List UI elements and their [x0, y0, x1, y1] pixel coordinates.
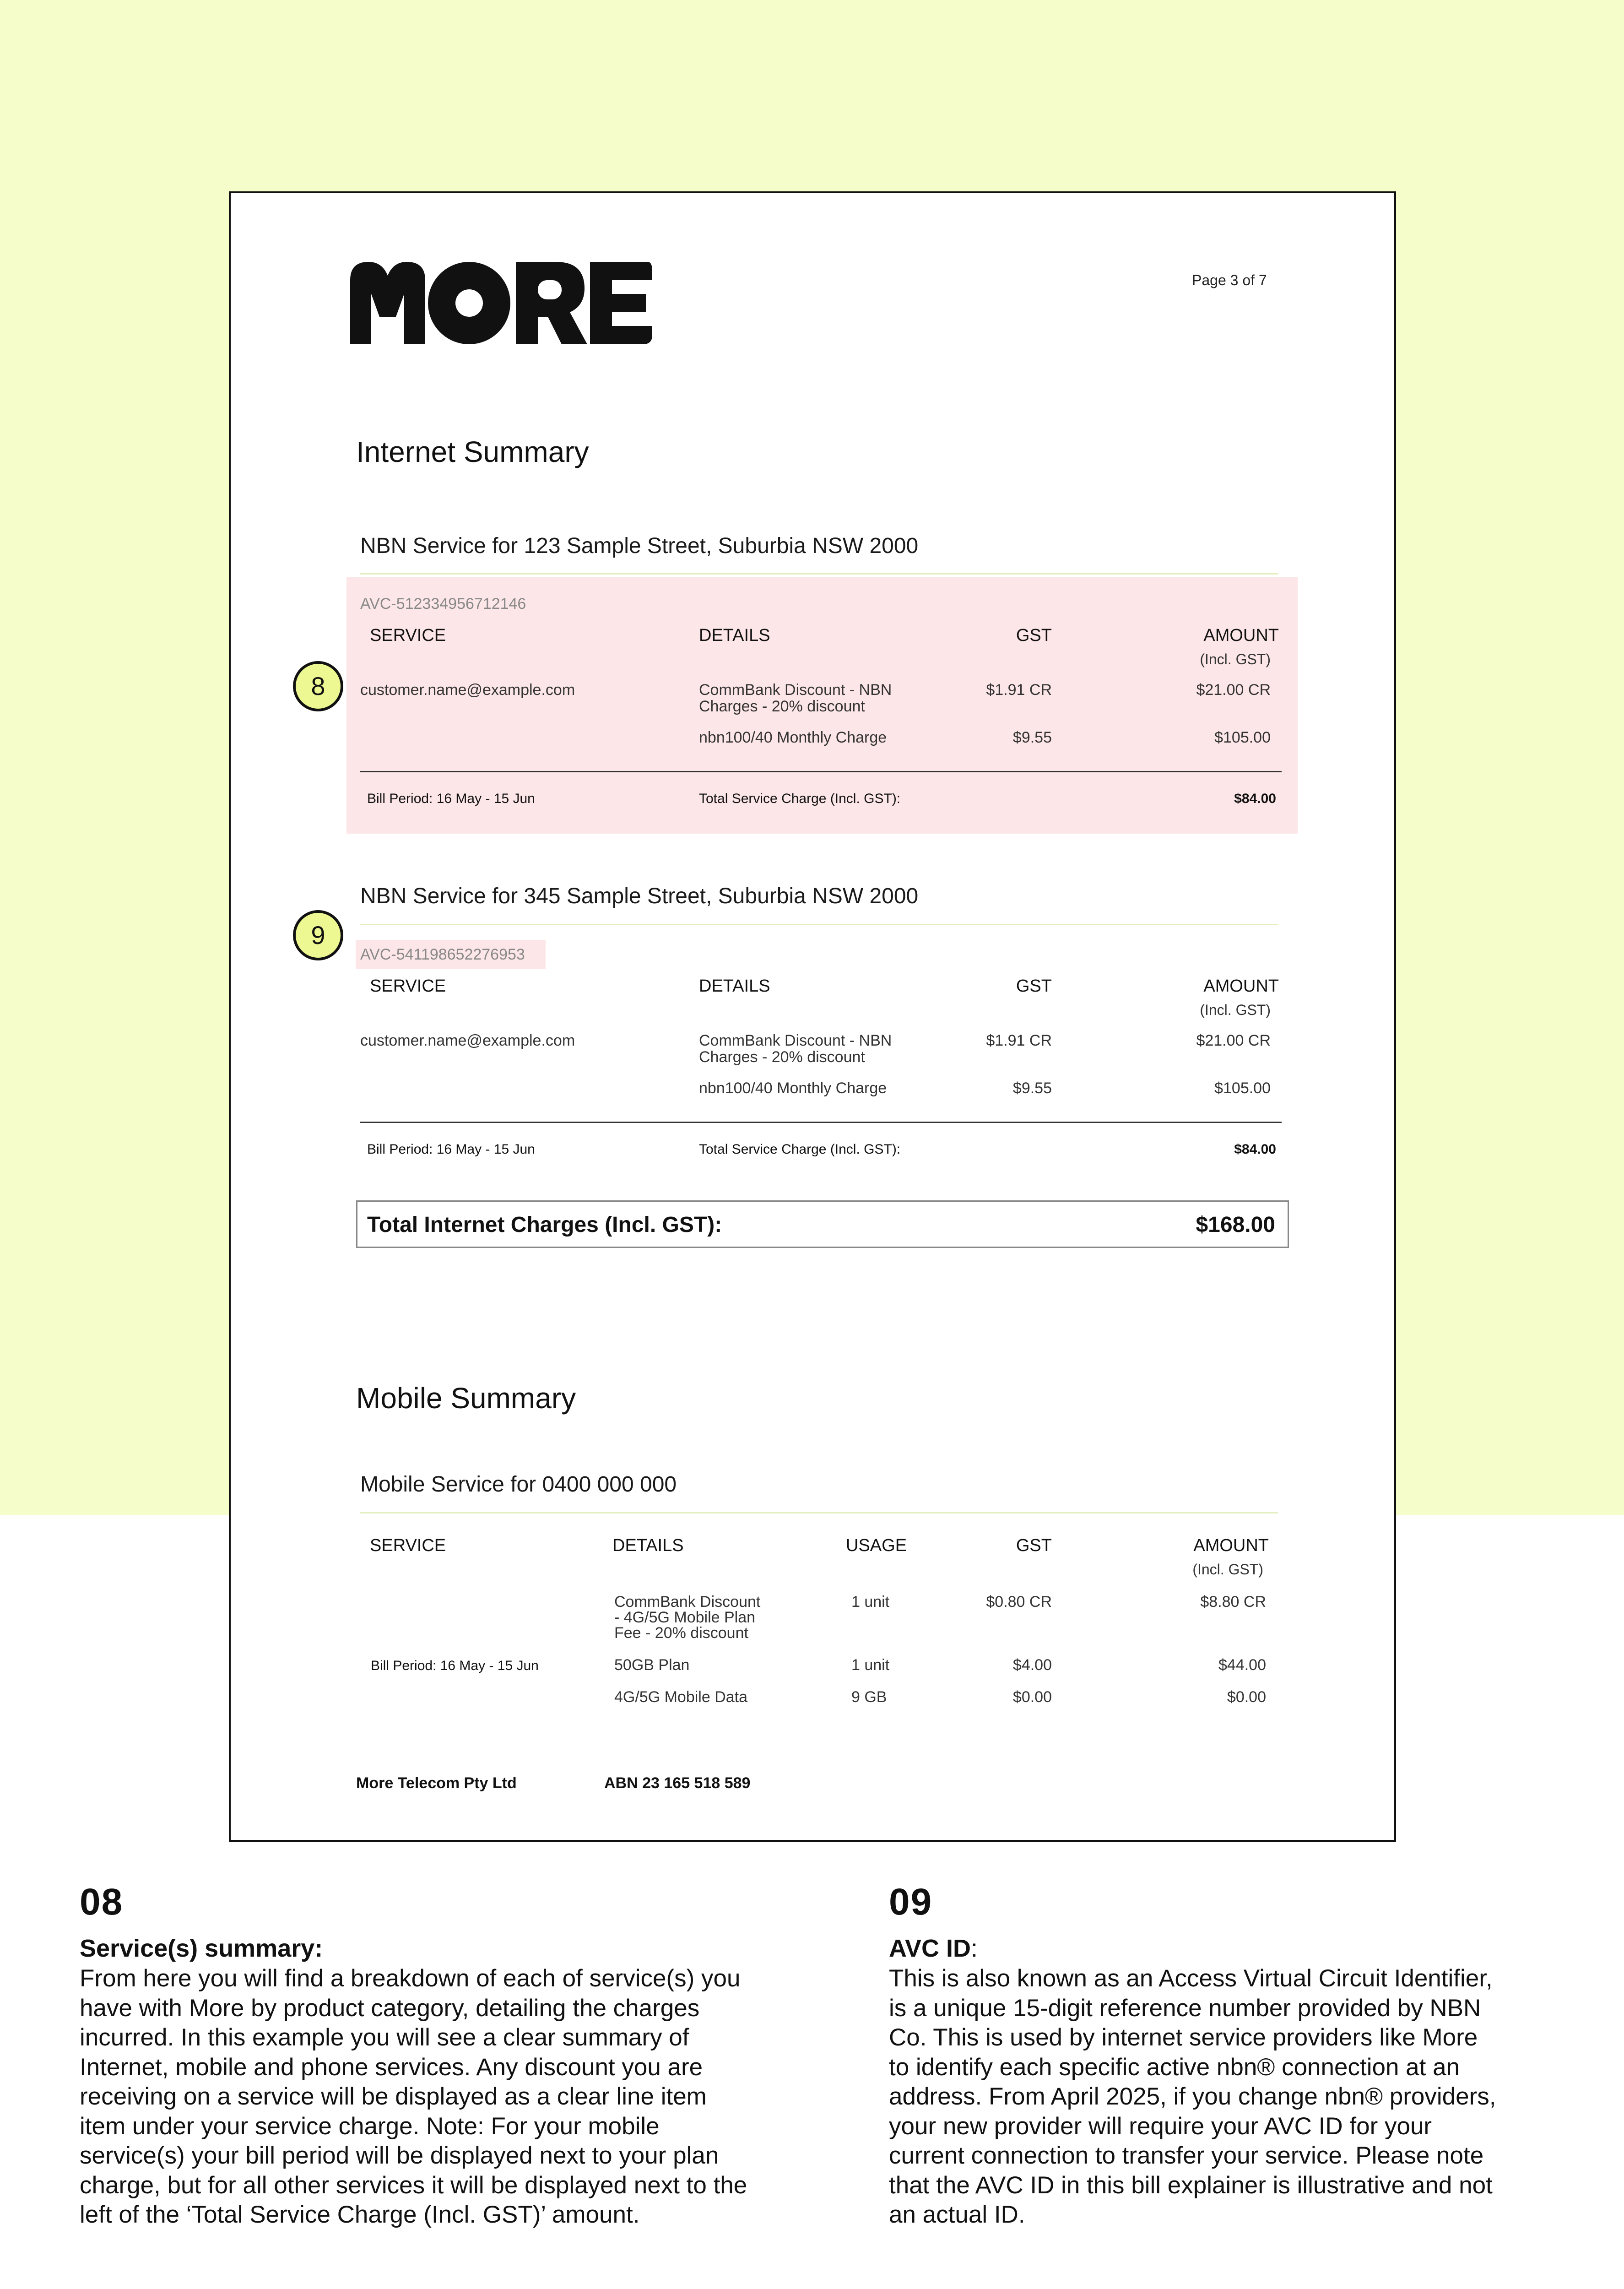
divider: [360, 573, 1278, 575]
row-gst: $4.00: [1012, 1656, 1052, 1674]
internet-summary-title: Internet Summary: [356, 435, 589, 468]
row-details: nbn100/40 Monthly Charge: [699, 1079, 887, 1097]
divider: [360, 771, 1282, 772]
row-details: CommBank Discount - NBN: [699, 681, 892, 699]
total-service-charge: $84.00: [1234, 1142, 1276, 1157]
nbn-service-1-heading: NBN Service for 123 Sample Street, Suburbia NSW 2000: [360, 534, 919, 558]
nbn-service-2-heading: NBN Service for 345 Sample Street, Suburbia NSW 2000: [360, 884, 919, 908]
total-service-charge: $84.00: [1234, 791, 1276, 806]
row-gst: $9.55: [1012, 1079, 1052, 1097]
col-details: DETAILS: [699, 976, 770, 996]
total-service-charge-label: Total Service Charge (Incl. GST):: [699, 1142, 901, 1157]
row-usage: 1 unit: [851, 1593, 890, 1611]
explainer-title: Service(s) summary:: [80, 1935, 323, 1962]
row-usage: 9 GB: [851, 1688, 887, 1706]
row-details: 50GB Plan: [614, 1656, 690, 1674]
total-internet-charges-value: $168.00: [1196, 1213, 1275, 1237]
col-service: SERVICE: [370, 1536, 446, 1555]
callout-9: 9: [293, 910, 343, 960]
row-amount: $21.00 CR: [1196, 681, 1271, 699]
total-internet-charges-label: Total Internet Charges (Incl. GST):: [367, 1213, 722, 1237]
row-amount: $105.00: [1214, 729, 1271, 746]
row-gst: $0.80 CR: [986, 1593, 1052, 1611]
row-gst: $1.91 CR: [986, 681, 1052, 699]
explainer-body: This is also known as an Access Virtual Circuit Identifier, is a unique 15-digit reference number provided by NBN Co. This is used by internet service providers like More to identify each specific active nbn® connection at an address. From April 2025, if you change nbn® providers, your new provider will require your AVC ID for your current connection to transfer your service. Please note that the AVC ID in this bill explainer is illustrative and not an actual ID.: [889, 1965, 1496, 2228]
row-details: CommBank Discount - NBN: [699, 1032, 892, 1049]
row-details-cont: Fee - 20% discount: [614, 1624, 748, 1642]
row-gst: $9.55: [1012, 729, 1052, 746]
row-amount: $8.80 CR: [1200, 1593, 1266, 1611]
avc-id-2: AVC-541198652276953: [360, 946, 525, 963]
col-gst: GST: [1016, 976, 1052, 996]
callout-8: 8: [293, 661, 343, 711]
divider: [360, 1512, 1278, 1513]
total-service-charge-label: Total Service Charge (Incl. GST):: [699, 791, 901, 806]
row-details: nbn100/40 Monthly Charge: [699, 729, 887, 746]
service-account: customer.name@example.com: [360, 681, 575, 699]
row-details: 4G/5G Mobile Data: [614, 1688, 748, 1706]
page-number: Page 3 of 7: [1192, 272, 1267, 288]
divider: [360, 924, 1278, 925]
explainer-body: From here you will find a breakdown of each of service(s) you have with More by product category, detailing the charges incurred. In this example you will see a clear summary of Internet, mobile and phone services. Any discount you are receiving on a service will be displayed as a clear line item item under your service charge. Note: For your mobile service(s) your bill period will be displayed next to your plan charge, but for all other services it will be displayed next to the left of the ‘Total Service Charge (Incl. GST)’ amount.: [80, 1965, 747, 2228]
col-gst: GST: [1016, 1536, 1052, 1555]
col-amount-sub: (Incl. GST): [1200, 651, 1271, 667]
col-amount-sub: (Incl. GST): [1192, 1561, 1263, 1578]
col-service: SERVICE: [370, 626, 446, 645]
row-usage: 1 unit: [851, 1656, 890, 1674]
divider: [360, 1122, 1282, 1123]
company-abn: ABN 23 165 518 589: [604, 1774, 751, 1792]
more-logo: [350, 262, 652, 344]
company-name: More Telecom Pty Ltd: [356, 1774, 517, 1792]
row-details-cont: - 4G/5G Mobile Plan: [614, 1609, 756, 1626]
explainer-number: 09: [889, 1881, 933, 1923]
row-amount: $105.00: [1214, 1079, 1271, 1097]
col-usage: USAGE: [846, 1536, 907, 1555]
row-details-cont: Charges - 20% discount: [699, 1048, 865, 1066]
col-amount: AMOUNT: [1203, 626, 1279, 645]
row-gst: $0.00: [1012, 1688, 1052, 1706]
col-amount: AMOUNT: [1203, 976, 1279, 996]
row-amount: $21.00 CR: [1196, 1032, 1271, 1049]
col-details: DETAILS: [699, 626, 770, 645]
explainer-number: 08: [80, 1881, 124, 1923]
row-amount: $44.00: [1218, 1656, 1266, 1674]
col-amount: AMOUNT: [1193, 1536, 1269, 1555]
row-details-cont: Charges - 20% discount: [699, 698, 865, 715]
avc-id-1: AVC-512334956712146: [360, 595, 526, 613]
bill-period: Bill Period: 16 May - 15 Jun: [367, 1142, 535, 1157]
mobile-bill-period: Bill Period: 16 May - 15 Jun: [371, 1658, 539, 1673]
mobile-service-heading: Mobile Service for 0400 000 000: [360, 1472, 677, 1497]
bill-period: Bill Period: 16 May - 15 Jun: [367, 791, 535, 806]
row-gst: $1.91 CR: [986, 1032, 1052, 1049]
col-service: SERVICE: [370, 976, 446, 996]
row-amount: $0.00: [1227, 1688, 1266, 1706]
mobile-summary-title: Mobile Summary: [356, 1382, 576, 1415]
service-account: customer.name@example.com: [360, 1032, 575, 1049]
col-details: DETAILS: [612, 1536, 684, 1555]
col-gst: GST: [1016, 626, 1052, 645]
row-details: CommBank Discount: [614, 1593, 761, 1611]
explainer-title: AVC ID:: [889, 1935, 978, 1962]
col-amount-sub: (Incl. GST): [1200, 1002, 1271, 1018]
